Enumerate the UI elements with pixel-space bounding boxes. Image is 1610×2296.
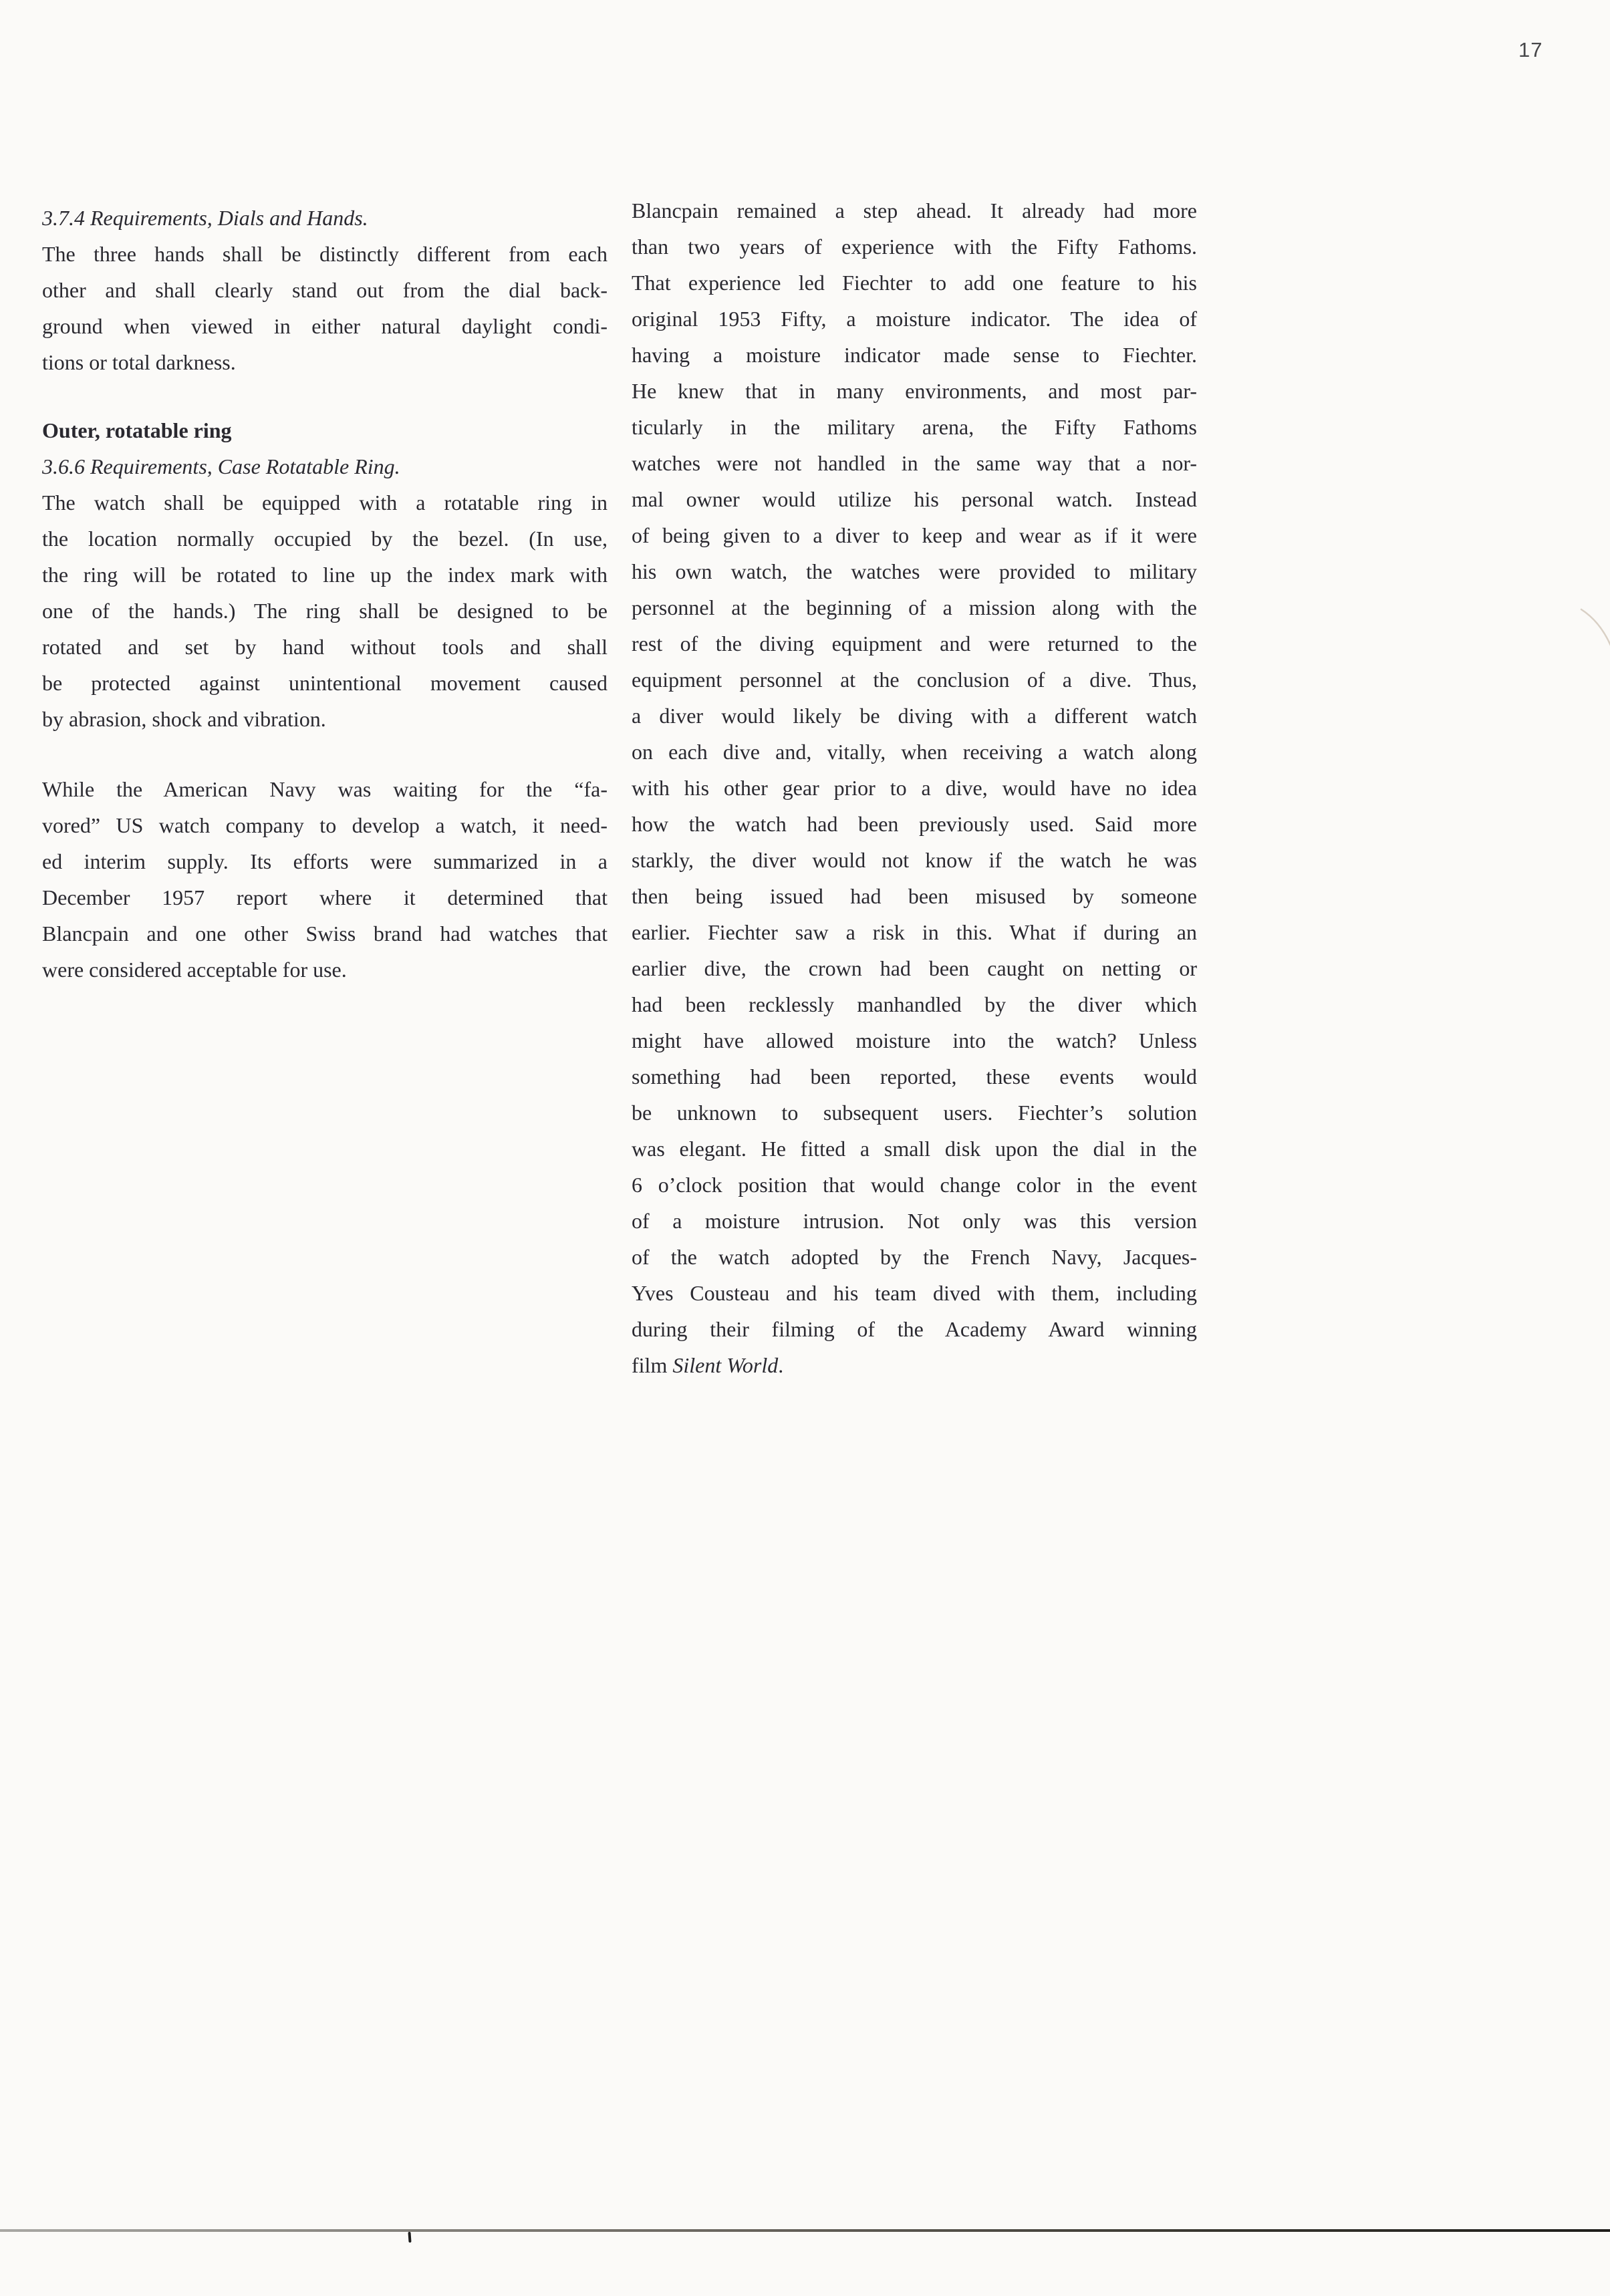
paragraph-american-navy: [42, 771, 608, 988]
text-line: one of the hands.) The ring shall be designed to be: [42, 599, 608, 623]
text-line: watches were not handled in the same way that a nor-: [632, 451, 1197, 475]
text-line: Outer, rotatable ring: [42, 418, 232, 442]
text-line: with his other gear prior to a dive, would have no idea: [632, 776, 1197, 800]
text-line: [632, 1347, 1197, 1383]
text-line: of a moisture intrusion. Not only was this version: [632, 1209, 1197, 1233]
text-line: vored” US watch company to develop a watch, it need-: [42, 813, 608, 837]
text-line: was elegant. He fitted a small disk upon the dial in the: [632, 1137, 1197, 1161]
text-line: the ring will be rotated to line up the index mark with: [42, 563, 608, 587]
text-line: 3.6.6 Requirements, Case Rotatable Ring.: [42, 454, 400, 478]
text-line: Blancpain and one other Swiss brand had watches that: [42, 921, 608, 946]
paragraph-blancpain-moisture-indicator: [632, 192, 1197, 1383]
text-line: were considered acceptable for use.: [42, 958, 347, 982]
scratch-mark: [1580, 608, 1610, 648]
text-line: of the watch adopted by the French Navy, Jacques-: [632, 1245, 1197, 1269]
ink-tick-mark: [408, 2232, 411, 2243]
text-line: on each dive and, vitally, when receiving a watch along: [632, 740, 1197, 764]
text-line: might have allowed moisture into the watch? Unless: [632, 1028, 1197, 1052]
text-line: original 1953 Fifty, a moisture indicator. The idea of: [632, 307, 1197, 331]
text-line: a diver would likely be diving with a different watch: [632, 704, 1197, 728]
text-line: be unknown to subsequent users. Fiechter’s solution: [632, 1101, 1197, 1125]
text-line: Yves Cousteau and his team dived with them, including: [632, 1281, 1197, 1305]
text-segment: film: [632, 1353, 673, 1377]
section-outer-rotatable-ring: [42, 412, 608, 737]
text-line: ticularly in the military arena, the Fifty Fathoms: [632, 415, 1197, 439]
text-line: rest of the diving equipment and were returned to the: [632, 631, 1197, 656]
page-bottom-edge-line: [0, 2229, 1610, 2232]
text-line: ground when viewed in either natural daylight condi-: [42, 314, 608, 338]
text-line: how the watch had been previously used. Said more: [632, 812, 1197, 836]
text-segment: Silent World: [672, 1353, 779, 1377]
text-line: That experience led Fiechter to add one feature to his: [632, 271, 1197, 295]
page-number: 17: [1518, 38, 1543, 61]
text-line: having a moisture indicator made sense to Fiechter.: [632, 343, 1197, 367]
text-line: earlier dive, the crown had been caught on netting or: [632, 956, 1197, 980]
text-line: other and shall clearly stand out from the dial back-: [42, 278, 608, 302]
text-line: tions or total darkness.: [42, 350, 236, 374]
text-line: the location normally occupied by the bezel. (In use,: [42, 527, 608, 551]
text-line: mal owner would utilize his personal watch. Instead: [632, 487, 1197, 511]
text-line: of being given to a diver to keep and wear as if it were: [632, 523, 1197, 547]
text-line: ed interim supply. Its efforts were summarized in a: [42, 849, 608, 873]
text-line: personnel at the beginning of a mission along with the: [632, 595, 1197, 619]
text-line: The watch shall be equipped with a rotatable ring in: [42, 490, 608, 515]
text-line: by abrasion, shock and vibration.: [42, 707, 326, 731]
text-line: earlier. Fiechter saw a risk in this. What if during an: [632, 920, 1197, 944]
text-line: rotated and set by hand without tools and shall: [42, 635, 608, 659]
text-line: Blancpain remained a step ahead. It already had more: [632, 198, 1197, 223]
text-line: The three hands shall be distinctly different from each: [42, 242, 608, 266]
text-line: 3.7.4 Requirements, Dials and Hands.: [42, 206, 368, 230]
text-line: He knew that in many environments, and most par-: [632, 379, 1197, 403]
text-line: had been recklessly manhandled by the diver which: [632, 992, 1197, 1016]
text-line: something had been reported, these events would: [632, 1064, 1197, 1089]
text-line: than two years of experience with the Fifty Fathoms.: [632, 235, 1197, 259]
text-segment: .: [778, 1353, 784, 1377]
paragraph-requirements-dials-hands: [42, 200, 608, 380]
text-line: equipment personnel at the conclusion of a dive. Thus,: [632, 668, 1197, 692]
text-line: be protected against unintentional movement caused: [42, 671, 608, 695]
text-line: during their filming of the Academy Award winning: [632, 1317, 1197, 1341]
text-line: starkly, the diver would not know if the watch he was: [632, 848, 1197, 872]
text-line: December 1957 report where it determined that: [42, 885, 608, 909]
text-line: 6 o’clock position that would change color in the event: [632, 1173, 1197, 1197]
text-line: then being issued had been misused by someone: [632, 884, 1197, 908]
text-line: his own watch, the watches were provided to military: [632, 559, 1197, 583]
text-line: While the American Navy was waiting for the “fa-: [42, 777, 608, 801]
